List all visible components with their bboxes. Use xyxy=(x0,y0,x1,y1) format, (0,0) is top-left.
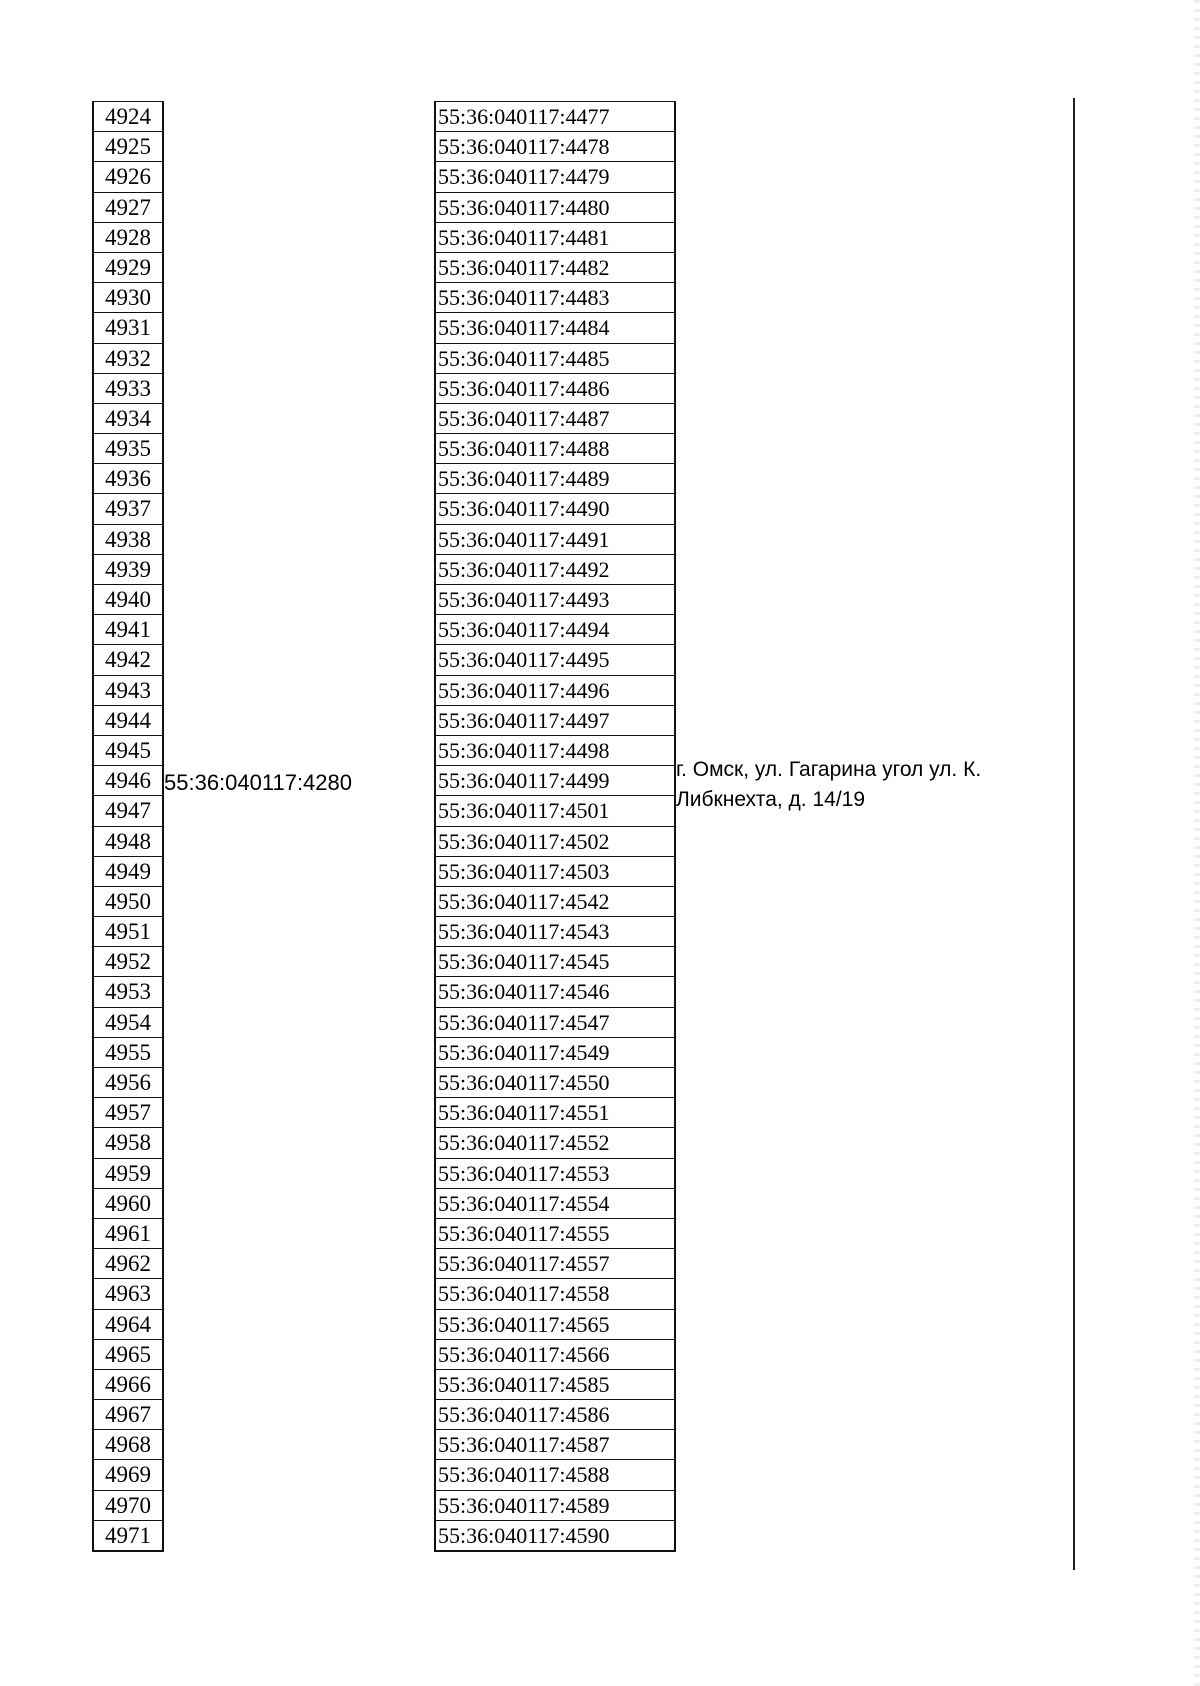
cadastral-number-cell: 55:36:040117:4547 xyxy=(436,1007,674,1037)
cadastral-number-cell: 55:36:040117:4502 xyxy=(436,826,674,856)
cadastral-number-cell: 55:36:040117:4590 xyxy=(436,1520,674,1550)
cadastral-number-cell: 55:36:040117:4589 xyxy=(436,1490,674,1520)
row-number-cell: 4940 xyxy=(94,584,162,614)
cadastral-number-cell: 55:36:040117:4550 xyxy=(436,1067,674,1097)
row-number-cell: 4943 xyxy=(94,675,162,705)
row-number-cell: 4970 xyxy=(94,1490,162,1520)
cadastral-number-cell: 55:36:040117:4545 xyxy=(436,946,674,976)
cadastral-number-cell: 55:36:040117:4588 xyxy=(436,1459,674,1489)
cadastral-number-cell: 55:36:040117:4479 xyxy=(436,161,674,191)
row-number-cell: 4956 xyxy=(94,1067,162,1097)
row-number-cell: 4963 xyxy=(94,1278,162,1308)
row-number-column xyxy=(92,101,164,1552)
row-number-cell: 4966 xyxy=(94,1369,162,1399)
cadastral-number-cell: 55:36:040117:4497 xyxy=(436,705,674,735)
cadastral-number-cell: 55:36:040117:4501 xyxy=(436,795,674,825)
cadastral-number-cell: 55:36:040117:4491 xyxy=(436,524,674,554)
cadastral-number-cell: 55:36:040117:4553 xyxy=(436,1158,674,1188)
cadastral-number-cell: 55:36:040117:4542 xyxy=(436,886,674,916)
cadastral-number-cell: 55:36:040117:4481 xyxy=(436,222,674,252)
row-number-cell: 4939 xyxy=(94,554,162,584)
cadastral-number-cell: 55:36:040117:4493 xyxy=(436,584,674,614)
cadastral-number-cell: 55:36:040117:4546 xyxy=(436,976,674,1006)
row-number-cell: 4949 xyxy=(94,856,162,886)
cadastral-number-cell: 55:36:040117:4482 xyxy=(436,252,674,282)
row-number-cell: 4953 xyxy=(94,976,162,1006)
cadastral-number-cell: 55:36:040117:4492 xyxy=(436,554,674,584)
row-number-cell: 4969 xyxy=(94,1459,162,1489)
cadastral-number-cell: 55:36:040117:4496 xyxy=(436,675,674,705)
row-number-cell: 4935 xyxy=(94,433,162,463)
right-border-line xyxy=(1073,98,1075,1570)
row-number-cell: 4954 xyxy=(94,1007,162,1037)
row-number-cell: 4925 xyxy=(94,131,162,161)
cadastral-number-cell: 55:36:040117:4558 xyxy=(436,1278,674,1308)
row-number-cell: 4961 xyxy=(94,1218,162,1248)
row-number-cell: 4955 xyxy=(94,1037,162,1067)
row-number-cell: 4928 xyxy=(94,222,162,252)
row-number-cell: 4960 xyxy=(94,1188,162,1218)
cadastral-number-cell: 55:36:040117:4499 xyxy=(436,765,674,795)
row-number-cell: 4926 xyxy=(94,161,162,191)
cadastral-number-cell: 55:36:040117:4503 xyxy=(436,856,674,886)
row-number-cell: 4945 xyxy=(94,735,162,765)
cadastral-number-cell: 55:36:040117:4565 xyxy=(436,1309,674,1339)
cadastral-number-cell: 55:36:040117:4557 xyxy=(436,1248,674,1278)
row-number-cell: 4942 xyxy=(94,644,162,674)
cadastral-number-cell: 55:36:040117:4586 xyxy=(436,1399,674,1429)
row-number-cell: 4947 xyxy=(94,795,162,825)
row-number-cell: 4965 xyxy=(94,1339,162,1369)
cadastral-number-cell: 55:36:040117:4587 xyxy=(436,1429,674,1459)
row-number-cell: 4959 xyxy=(94,1158,162,1188)
parent-cadastral-number: 55:36:040117:4280 xyxy=(164,770,352,795)
row-number-cell: 4962 xyxy=(94,1248,162,1278)
cadastral-number-cell: 55:36:040117:4549 xyxy=(436,1037,674,1067)
cadastral-number-cell: 55:36:040117:4488 xyxy=(436,433,674,463)
row-number-cell: 4934 xyxy=(94,403,162,433)
cadastral-number-cell: 55:36:040117:4566 xyxy=(436,1339,674,1369)
row-number-cell: 4938 xyxy=(94,524,162,554)
cadastral-number-cell: 55:36:040117:4484 xyxy=(436,312,674,342)
cadastral-number-cell: 55:36:040117:4489 xyxy=(436,463,674,493)
row-number-cell: 4971 xyxy=(94,1520,162,1550)
cadastral-number-cell: 55:36:040117:4554 xyxy=(436,1188,674,1218)
row-number-cell: 4967 xyxy=(94,1399,162,1429)
row-number-cell: 4937 xyxy=(94,493,162,523)
row-number-cell: 4944 xyxy=(94,705,162,735)
scan-edge xyxy=(1194,0,1200,1686)
row-number-cell: 4968 xyxy=(94,1429,162,1459)
row-number-cell: 4924 xyxy=(94,101,162,131)
cadastral-number-cell: 55:36:040117:4478 xyxy=(436,131,674,161)
row-number-cell: 4941 xyxy=(94,614,162,644)
cadastral-number-cell: 55:36:040117:4487 xyxy=(436,403,674,433)
cadastral-number-column xyxy=(434,101,676,1552)
row-number-cell: 4958 xyxy=(94,1127,162,1157)
row-number-cell: 4931 xyxy=(94,312,162,342)
cadastral-number-cell: 55:36:040117:4498 xyxy=(436,735,674,765)
cadastral-number-cell: 55:36:040117:4495 xyxy=(436,644,674,674)
cadastral-number-cell: 55:36:040117:4486 xyxy=(436,373,674,403)
cadastral-number-cell: 55:36:040117:4585 xyxy=(436,1369,674,1399)
cadastral-number-cell: 55:36:040117:4555 xyxy=(436,1218,674,1248)
row-number-cell: 4950 xyxy=(94,886,162,916)
row-number-cell: 4930 xyxy=(94,282,162,312)
row-number-cell: 4964 xyxy=(94,1309,162,1339)
cadastral-number-cell: 55:36:040117:4480 xyxy=(436,192,674,222)
row-number-cell: 4951 xyxy=(94,916,162,946)
row-number-cell: 4957 xyxy=(94,1097,162,1127)
row-number-cell: 4933 xyxy=(94,373,162,403)
row-number-cell: 4946 xyxy=(94,765,162,795)
cadastral-number-cell: 55:36:040117:4477 xyxy=(436,101,674,131)
cadastral-number-cell: 55:36:040117:4483 xyxy=(436,282,674,312)
row-number-cell: 4952 xyxy=(94,946,162,976)
row-number-cell: 4929 xyxy=(94,252,162,282)
cadastral-number-cell: 55:36:040117:4552 xyxy=(436,1127,674,1157)
row-number-cell: 4927 xyxy=(94,192,162,222)
row-number-cell: 4948 xyxy=(94,826,162,856)
row-number-cell: 4932 xyxy=(94,343,162,373)
cadastral-number-cell: 55:36:040117:4490 xyxy=(436,493,674,523)
cadastral-number-cell: 55:36:040117:4551 xyxy=(436,1097,674,1127)
cadastral-number-cell: 55:36:040117:4494 xyxy=(436,614,674,644)
cadastral-number-cell: 55:36:040117:4485 xyxy=(436,343,674,373)
row-number-cell: 4936 xyxy=(94,463,162,493)
address-text: г. Омск, ул. Гагарина угол ул. К. Либкнехта, д. 14/19 xyxy=(676,758,982,811)
cadastral-number-cell: 55:36:040117:4543 xyxy=(436,916,674,946)
